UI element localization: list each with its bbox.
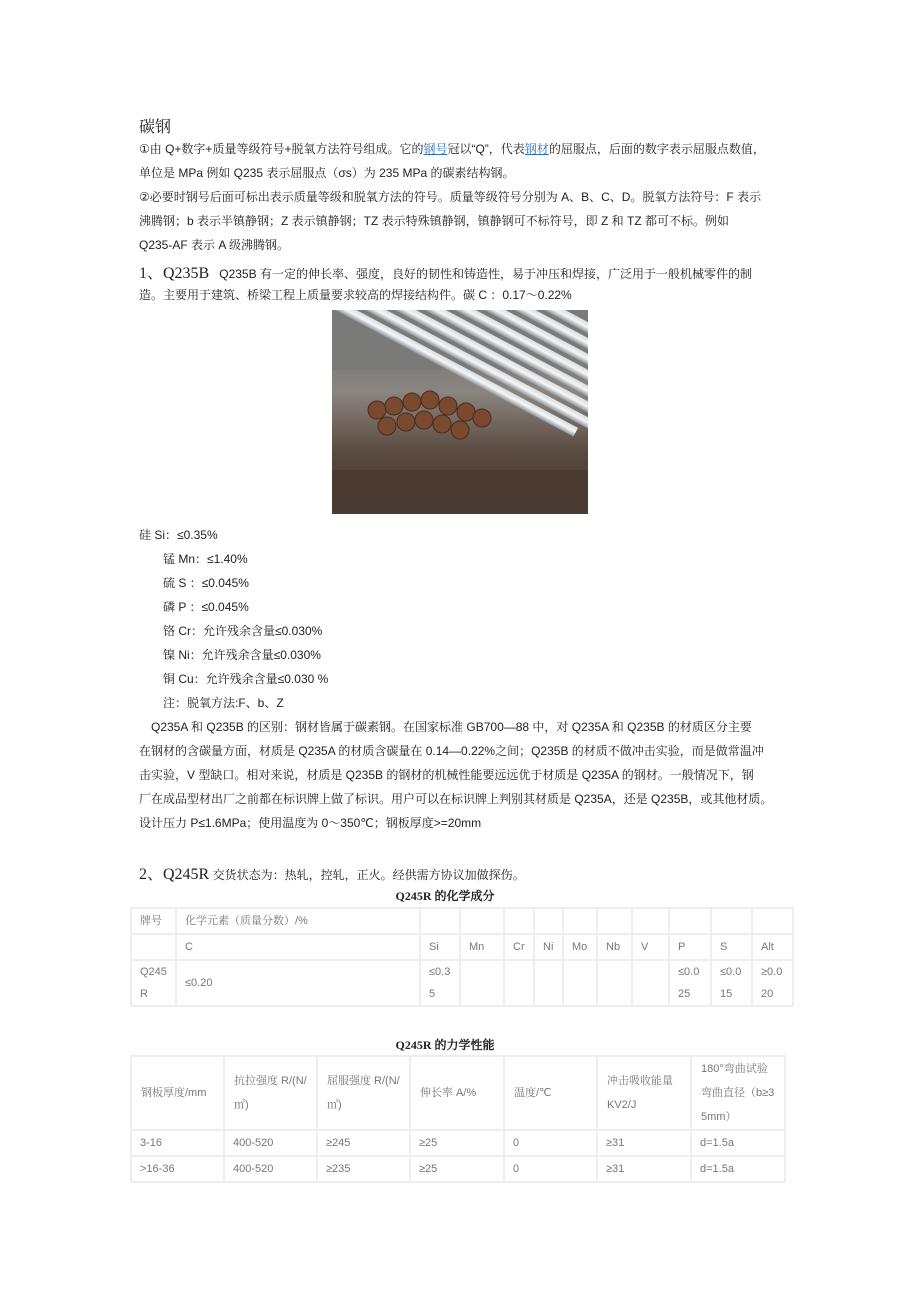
intro-p2-line1: ②必要时钢号后面可标出表示质量等级和脱氧方法的符号。质量等级符号分别为 A、B、C、D。脱氧方法符号：F 表示: [139, 190, 762, 204]
table-cell: ≥31: [597, 1130, 691, 1156]
table-cell: [669, 908, 711, 934]
table-cell: 0: [504, 1156, 597, 1182]
composition-ni: 镍 Ni：允许残余含量≤0.030%: [163, 648, 321, 662]
table-cell: 钢板厚度/mm: [131, 1056, 224, 1130]
section2-heading: 2、Q245R: [139, 866, 210, 883]
diff-line2: 在钢材的含碳量方面，材质是 Q235A 的材质含碳量在 0.14—0.22%之间；Q235B 的材质不做冲击实验，而是做常温冲: [139, 744, 764, 758]
composition-p: 磷 P ：≤0.045%: [163, 600, 249, 614]
table-cell: 180°弯曲试验弯曲直径（b≥35mm）: [691, 1056, 785, 1130]
diff-line3: 击实验，V 型缺口。相对来说，材质是 Q235B 的钢材的机械性能要远远优于材质是 Q235A 的钢材。一般情况下，钢: [139, 768, 754, 782]
table-cell: 0: [504, 1130, 597, 1156]
composition-si: 硅 Si：≤0.35%: [139, 528, 218, 542]
table-cell: [597, 908, 632, 934]
table-cell: 伸长率 A/%: [410, 1056, 504, 1130]
composition-cu: 铜 Cu：允许残余含量≤0.030 %: [163, 672, 329, 686]
composition-s: 硫 S ：≤0.045%: [163, 576, 249, 590]
table-cell: [597, 960, 632, 1006]
table-row: [131, 1156, 785, 1182]
table-cell: S: [711, 934, 752, 960]
table-cell: [534, 960, 563, 1006]
table-cell: d=1.5a: [691, 1156, 785, 1182]
doc-title: 碳钢: [139, 119, 172, 136]
link-gang-hao[interactable]: 钢号: [423, 142, 448, 156]
section2-text: 交货状态为：热轧，控轧，正火。经供需方协议加做探伤。: [212, 868, 525, 882]
table-cell: 牌号: [131, 908, 176, 934]
table-cell: [460, 960, 504, 1006]
table-cell: Ni: [534, 934, 563, 960]
table-cell: C: [176, 934, 420, 960]
table-cell: >16-36: [131, 1156, 224, 1182]
text: 的屈服点，后面的数字表示屈服点数值，: [548, 142, 765, 156]
table-cell: [632, 960, 669, 1006]
section1-line1: Q235B 有一定的伸长率、强度，良好的韧性和铸造性，易于冲压和焊接，广泛用于一般机械零件的制: [219, 267, 752, 281]
intro-p2-line3: Q235-AF 表示 A 级沸腾钢。: [139, 238, 290, 252]
table-cell: 400-520: [224, 1156, 317, 1182]
table-cell: 冲击吸收能量 KV2/J: [597, 1056, 691, 1130]
table-cell: [534, 908, 563, 934]
table-cell: ≥31: [597, 1156, 691, 1182]
table-cell: [420, 908, 460, 934]
composition-note: 注：脱氧方法:F、b、Z: [163, 696, 284, 710]
table-cell: [460, 908, 504, 934]
table-cell: ≥0.020: [752, 960, 793, 1006]
steel-bars-illustration: [332, 310, 588, 514]
chem-element-row: [131, 934, 793, 960]
table-cell: ≥235: [317, 1156, 410, 1182]
text: 冠以“Q”，代表: [447, 142, 525, 156]
chem-header-row: [131, 908, 793, 934]
table-cell: 温度/℃: [504, 1056, 597, 1130]
table-cell: ≤0.20: [176, 960, 420, 1006]
table-cell: Si: [420, 934, 460, 960]
chem-table-title: Q245R 的化学成分: [395, 889, 495, 903]
diff-line5: 设计压力 P≤1.6MPa；使用温度为 0～350℃；钢板厚度>=20mm: [139, 816, 482, 830]
link-gang-cai[interactable]: 钢材: [524, 142, 549, 156]
table-cell: ≤0.015: [711, 960, 752, 1006]
table-cell: Q245R: [131, 960, 176, 1006]
table-cell: ≤0.35: [420, 960, 460, 1006]
table-cell: ≥245: [317, 1130, 410, 1156]
table-cell: V: [632, 934, 669, 960]
composition-mn: 锰 Mn：≤1.40%: [163, 552, 248, 566]
intro-p2-line2: 沸腾钢；b 表示半镇静钢；Z 表示镇静钢；TZ 表示特殊镇静钢，镇静钢可不标符号，即 Z 和 TZ 都可不标。例如: [139, 214, 729, 228]
text: ①由 Q+数字+质量等级符号+脱氧方法符号组成。它的: [139, 142, 424, 156]
table-cell: Mn: [460, 934, 504, 960]
table-cell: ≥25: [410, 1130, 504, 1156]
table-cell: 3-16: [131, 1130, 224, 1156]
table-cell: ≥25: [410, 1156, 504, 1182]
mech-table: [130, 1055, 786, 1183]
table-cell: d=1.5a: [691, 1130, 785, 1156]
table-cell: [563, 908, 597, 934]
table-cell: [563, 960, 597, 1006]
table-cell: [711, 908, 752, 934]
table-cell: [504, 908, 534, 934]
table-cell: 抗拉强度 R/(N/㎡): [224, 1056, 317, 1130]
section1-line2: 造。主要用于建筑、桥梁工程上质量要求较高的焊接结构件。碳 C ：0.17～0.22%: [139, 288, 572, 302]
table-cell: Cr: [504, 934, 534, 960]
intro-p1-line2: 单位是 MPa 例如 Q235 表示屈服点（σs）为 235 MPa 的碳素结构钢。: [139, 166, 515, 180]
composition-cr: 铬 Cr：允许残余含量≤0.030%: [163, 624, 323, 638]
chem-value-row: [131, 960, 793, 1006]
diff-line4: 厂在成品型材出厂之前都在标识牌上做了标识。用户可以在标识牌上判别其材质是 Q235A，还是 Q235B，或其他材质。: [139, 792, 773, 806]
chem-table: [130, 907, 794, 1007]
section1-heading: 1、Q235B: [139, 265, 210, 282]
table-cell: Nb: [597, 934, 632, 960]
table-cell: Mo: [563, 934, 597, 960]
table-cell: ≤0.025: [669, 960, 711, 1006]
mech-table-title: Q245R 的力学性能: [395, 1038, 495, 1052]
table-cell: 屈服强度 R/(N/㎡): [317, 1056, 410, 1130]
diff-line1: Q235A 和 Q235B 的区别：钢材皆属于碳素钢。在国家标准 GB700—88 中，对 Q235A 和 Q235B 的材质区分主要: [151, 720, 752, 734]
table-cell: Alt: [752, 934, 793, 960]
table-cell: 化学元素（质量分数）/%: [176, 908, 420, 934]
table-cell: [131, 934, 176, 960]
table-cell: [752, 908, 793, 934]
mech-header-row: [131, 1056, 785, 1130]
table-cell: P: [669, 934, 711, 960]
table-cell: [632, 908, 669, 934]
table-cell: 400-520: [224, 1130, 317, 1156]
table-cell: [504, 960, 534, 1006]
table-row: [131, 1130, 785, 1156]
steel-bars-photo: [332, 310, 588, 514]
intro-p1-line1: [139, 140, 765, 157]
